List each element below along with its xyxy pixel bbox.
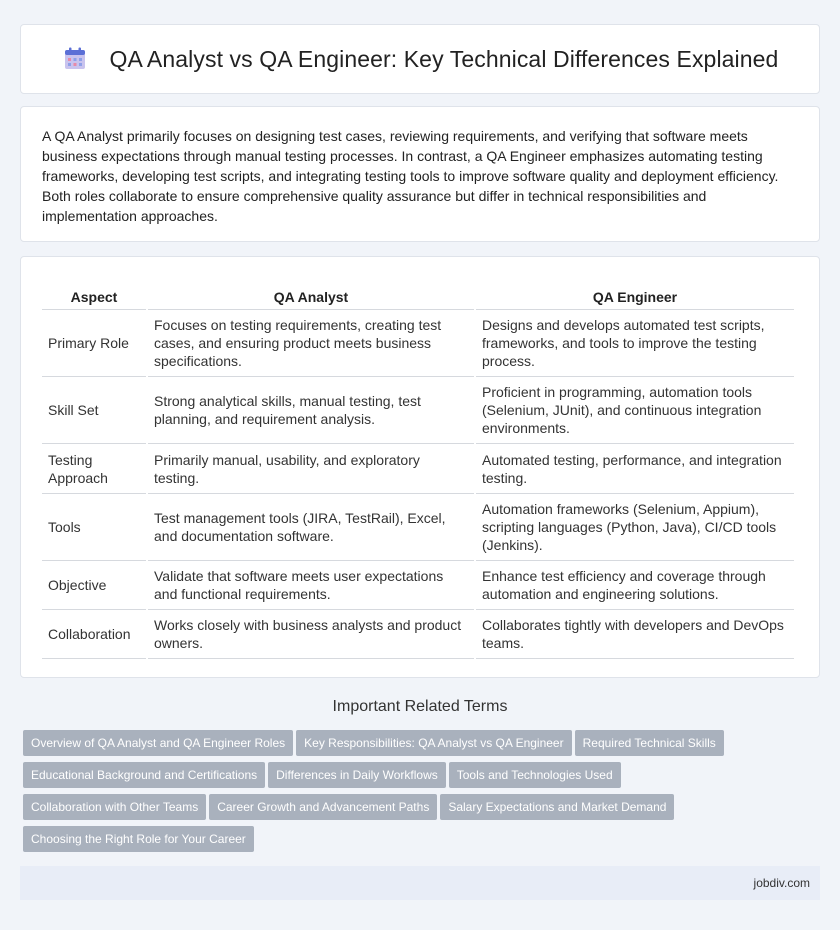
header-qa-engineer: QA Engineer	[476, 281, 794, 310]
related-term-link[interactable]: Educational Background and Certifications	[23, 762, 265, 788]
comparison-table	[40, 281, 796, 659]
row-engineer: Enhance test efficiency and coverage through automation and engineering solutions.	[476, 561, 794, 610]
row-analyst: Works closely with business analysts and product owners.	[148, 610, 474, 659]
table-row	[42, 310, 794, 377]
page-header	[20, 24, 820, 94]
related-terms-heading: Important Related Terms	[332, 698, 508, 715]
row-aspect: Collaboration	[42, 610, 146, 659]
row-analyst: Focuses on testing requirements, creating test cases, and ensuring product meets business specifications.	[148, 310, 474, 377]
row-engineer: Designs and develops automated test scripts, frameworks, and tools to improve the testing process.	[476, 310, 794, 377]
row-aspect: Objective	[42, 561, 146, 610]
row-analyst: Test management tools (JIRA, TestRail), Excel, and documentation software.	[148, 494, 474, 561]
page-footer	[20, 866, 820, 900]
related-term-link[interactable]: Differences in Daily Workflows	[268, 762, 446, 788]
row-analyst: Validate that software meets user expectations and functional requirements.	[148, 561, 474, 610]
row-aspect: Testing Approach	[42, 444, 146, 494]
page-title: QA Analyst vs QA Engineer: Key Technical Differences Explained	[109, 45, 779, 72]
table-row	[42, 561, 794, 610]
row-aspect: Tools	[42, 494, 146, 561]
row-engineer: Automation frameworks (Selenium, Appium), scripting languages (Python, Java), CI/CD tools (Jenkins).	[476, 494, 794, 561]
related-term-link[interactable]: Salary Expectations and Market Demand	[440, 794, 674, 820]
intro-section	[20, 106, 820, 242]
related-term-link[interactable]: Choosing the Right Role for Your Career	[23, 826, 254, 852]
intro-text: A QA Analyst primarily focuses on designing test cases, reviewing requirements, and verifying that software meets business expectations through manual testing processes. In contrast, a QA Engineer emphasizes automating testing frameworks, developing test scripts, and integrating testing tools to improve software quality and deployment efficiency. Both roles collaborate to ensure comprehensive quality assurance but differ in technical responsibilities and implementation approaches.	[42, 128, 779, 224]
row-engineer: Collaborates tightly with developers and DevOps teams.	[476, 610, 794, 659]
related-term-link[interactable]: Tools and Technologies Used	[449, 762, 621, 788]
related-term-link[interactable]: Career Growth and Advancement Paths	[209, 794, 437, 820]
row-engineer: Proficient in programming, automation tools (Selenium, JUnit), and continuous integration environments.	[476, 377, 794, 444]
document-calendar-icon	[62, 46, 88, 72]
header-aspect: Aspect	[42, 281, 146, 310]
table-header-row	[42, 281, 794, 310]
related-term-link[interactable]: Collaboration with Other Teams	[23, 794, 206, 820]
comparison-section	[20, 256, 820, 678]
row-analyst: Primarily manual, usability, and exploratory testing.	[148, 444, 474, 494]
table-row	[42, 494, 794, 561]
table-row	[42, 444, 794, 494]
row-engineer: Automated testing, performance, and integration testing.	[476, 444, 794, 494]
row-aspect: Primary Role	[42, 310, 146, 377]
table-row	[42, 377, 794, 444]
related-term-link[interactable]: Overview of QA Analyst and QA Engineer Roles	[23, 730, 293, 756]
row-analyst: Strong analytical skills, manual testing, test planning, and requirement analysis.	[148, 377, 474, 444]
footer-site-name[interactable]: jobdiv.com	[753, 876, 810, 890]
related-terms-list	[23, 730, 823, 858]
header-qa-analyst: QA Analyst	[148, 281, 474, 310]
related-term-link[interactable]: Required Technical Skills	[575, 730, 724, 756]
table-row	[42, 610, 794, 659]
related-term-link[interactable]: Key Responsibilities: QA Analyst vs QA Engineer	[296, 730, 571, 756]
row-aspect: Skill Set	[42, 377, 146, 444]
